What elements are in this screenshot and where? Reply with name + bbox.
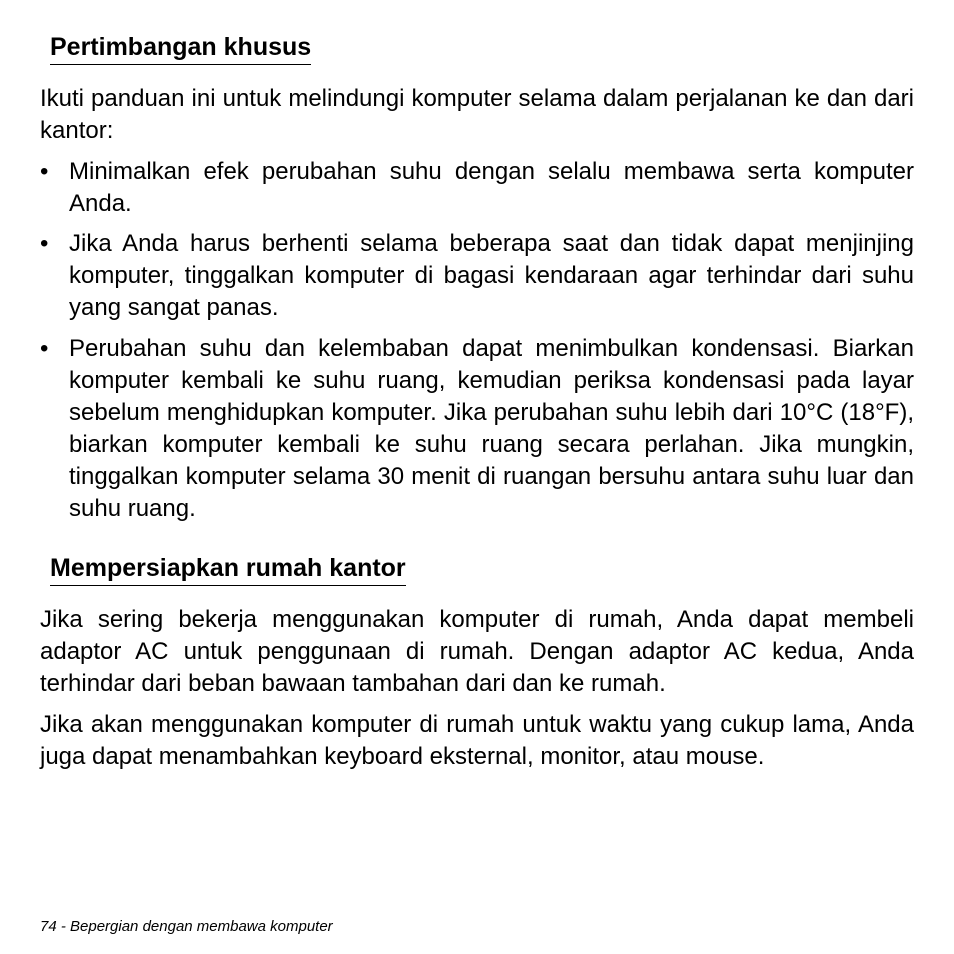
bullet-dot: •: [40, 230, 49, 257]
section-heading-mempersiapkan-rumah-kantor: Mempersiapkan rumah kantor: [50, 552, 406, 586]
bullet-item: [40, 333, 914, 525]
intro-paragraph: Ikuti panduan ini untuk melindungi komputer selama dalam perjalanan ke dan dari kantor:: [40, 85, 914, 144]
bullet-text: Jika Anda harus berhenti selama beberapa saat dan tidak dapat menjinjing komputer, tinggalkan komputer di bagasi kendaraan agar terhindar dari suhu yang sangat panas.: [69, 230, 914, 321]
bullet-dot: •: [40, 335, 49, 362]
bullet-text: Minimalkan efek perubahan suhu dengan selalu membawa serta komputer Anda.: [69, 158, 914, 217]
bullet-dot: •: [40, 158, 49, 185]
bullet-item: [40, 156, 914, 220]
section-heading-pertimbangan-khusus: Pertimbangan khusus: [50, 31, 311, 65]
bullet-item: [40, 228, 914, 324]
page-footer: 74 - Bepergian dengan membawa komputer: [40, 918, 333, 935]
body-paragraph: Jika sering bekerja menggunakan komputer di rumah, Anda dapat membeli adaptor AC untuk penggunaan di rumah. Dengan adaptor AC kedua, Anda terhindar dari beban bawaan tambahan dari dan ke rumah.: [40, 606, 914, 697]
body-paragraph: Jika akan menggunakan komputer di rumah untuk waktu yang cukup lama, Anda juga dapat menambahkan keyboard eksternal, monitor, atau mouse.: [40, 711, 914, 770]
bullet-text: Perubahan suhu dan kelembaban dapat menimbulkan kondensasi. Biarkan komputer kembali ke suhu ruang, kemudian periksa kondensasi pada layar sebelum menghidupkan komputer. Jika perubahan suhu lebih dari 10°C (18°F), biarkan komputer kembali ke suhu ruang secara perlahan. Jika mungkin, tinggalkan komputer selama 30 menit di ruangan bersuhu antara suhu luar dan suhu ruang.: [69, 335, 914, 522]
